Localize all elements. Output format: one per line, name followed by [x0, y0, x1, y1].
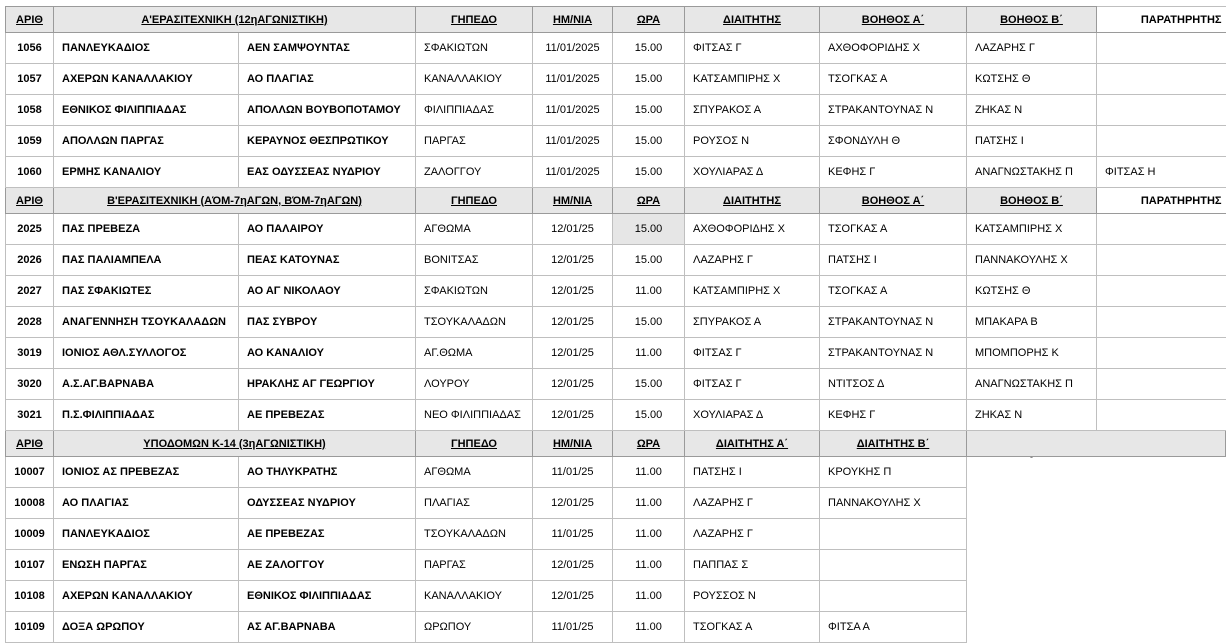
- referee-a: ΠΑΤΣΗΣ Ι: [685, 457, 820, 488]
- table-row: [6, 126, 1226, 157]
- match-date: 12/01/25: [533, 369, 613, 400]
- away-team: ΟΔΥΣΣΕΑΣ ΝΥΔΡΙΟΥ: [239, 488, 416, 519]
- match-date: 12/01/25: [533, 400, 613, 431]
- observer: [1097, 33, 1226, 64]
- home-team: ΠΑΣ ΠΑΛΙΑΜΠΕΛΑ: [54, 245, 239, 276]
- observer: ΦΙΤΣΑΣ Η: [1097, 157, 1226, 188]
- observer: [1097, 276, 1226, 307]
- match-date: 11/01/25: [533, 519, 613, 550]
- away-team: ΕΘΝΙΚΟΣ ΦΙΛΙΠΠΙΑΔΑΣ: [239, 581, 416, 612]
- header-cell: ΒΟΗΘΟΣ Β΄: [967, 7, 1097, 33]
- referee-b: ΠΑΝΝΑΚΟΥΛΗΣ Χ: [820, 488, 967, 519]
- table-row: [6, 245, 1226, 276]
- table-row: [6, 457, 1226, 488]
- assistant-1: ΤΣΟΓΚΑΣ Α: [820, 64, 967, 95]
- header-cell: ΓΗΠΕΔΟ: [416, 7, 533, 33]
- stray-mark: -: [1030, 452, 1033, 462]
- referee-a: ΛΑΖΑΡΗΣ Γ: [685, 488, 820, 519]
- venue: ΦΙΛΙΠΠΙΑΔΑΣ: [416, 95, 533, 126]
- assistant-2: ΑΝΑΓΝΩΣΤΑΚΗΣ Π: [967, 157, 1097, 188]
- assistant-1: ΣΤΡΑΚΑΝΤΟΥΝΑΣ Ν: [820, 95, 967, 126]
- header-cell: ΒΟΗΘΟΣ Β΄: [967, 188, 1097, 214]
- match-number: 3019: [6, 338, 54, 369]
- assistant-2: ΜΠΟΜΠΟΡΗΣ Κ: [967, 338, 1097, 369]
- header-cell: ΔΙΑΙΤΗΤΗΣ Α΄: [685, 431, 820, 457]
- match-number: 10109: [6, 612, 54, 643]
- referee-b: ΚΡΟΥΚΗΣ Π: [820, 457, 967, 488]
- header-cell: ΑΡΙΘ: [6, 188, 54, 214]
- away-team: ΗΡΑΚΛΗΣ ΑΓ ΓΕΩΡΓΙΟΥ: [239, 369, 416, 400]
- empty-cell: [967, 581, 1226, 612]
- match-date: 12/01/25: [533, 214, 613, 245]
- home-team: ΙΟΝΙΟΣ ΑΣ ΠΡΕΒΕΖΑΣ: [54, 457, 239, 488]
- assistant-1: ΣΤΡΑΚΑΝΤΟΥΝΑΣ Ν: [820, 338, 967, 369]
- match-time: 11.00: [613, 519, 685, 550]
- away-team: ΑΟ ΤΗΛΥΚΡΑΤΗΣ: [239, 457, 416, 488]
- assistant-1: ΣΤΡΑΚΑΝΤΟΥΝΑΣ Ν: [820, 307, 967, 338]
- assistant-2: ΚΑΤΣΑΜΠΙΡΗΣ Χ: [967, 214, 1097, 245]
- match-date: 11/01/25: [533, 612, 613, 643]
- match-number: 2028: [6, 307, 54, 338]
- match-date: 11/01/25: [533, 457, 613, 488]
- referee: ΚΑΤΣΑΜΠΙΡΗΣ Χ: [685, 64, 820, 95]
- match-time: 15.00: [613, 214, 685, 245]
- referee-a: ΠΑΠΠΑΣ Σ: [685, 550, 820, 581]
- away-team: ΑΕ ΠΡΕΒΕΖΑΣ: [239, 400, 416, 431]
- venue: ΠΑΡΓΑΣ: [416, 550, 533, 581]
- home-team: ΕΡΜΗΣ ΚΑΝΑΛΙΟΥ: [54, 157, 239, 188]
- header-cell: ΔΙΑΙΤΗΤΗΣ Β΄: [820, 431, 967, 457]
- match-date: 12/01/25: [533, 338, 613, 369]
- match-time: 11.00: [613, 276, 685, 307]
- assistant-1: ΠΑΤΣΗΣ Ι: [820, 245, 967, 276]
- observer: [1097, 307, 1226, 338]
- observer: [1097, 214, 1226, 245]
- home-team: Α.Σ.ΑΓ.ΒΑΡΝΑΒΑ: [54, 369, 239, 400]
- header-cell: ΗΜ/ΝΙΑ: [533, 431, 613, 457]
- venue: ΚΑΝΑΛΛΑΚΙΟΥ: [416, 64, 533, 95]
- match-time: 11.00: [613, 612, 685, 643]
- table-row: [6, 400, 1226, 431]
- match-number: 2025: [6, 214, 54, 245]
- home-team: Π.Σ.ΦΙΛΙΠΠΙΑΔΑΣ: [54, 400, 239, 431]
- observer: [1097, 400, 1226, 431]
- away-team: ΑΟ ΑΓ ΝΙΚΟΛΑΟΥ: [239, 276, 416, 307]
- match-date: 12/01/25: [533, 488, 613, 519]
- assistant-1: ΑΧΘΟΦΟΡΙΔΗΣ Χ: [820, 33, 967, 64]
- empty-cell: [967, 431, 1226, 457]
- header-cell: ΠΑΡΑΤΗΡΗΤΗΣ: [1097, 188, 1226, 214]
- home-team: ΠΑΝΛΕΥΚΑΔΙΟΣ: [54, 33, 239, 64]
- home-team: ΠΑΝΛΕΥΚΑΔΙΟΣ: [54, 519, 239, 550]
- empty-cell: [967, 488, 1226, 519]
- venue: ΠΛΑΓΙΑΣ: [416, 488, 533, 519]
- referee: ΦΙΤΣΑΣ Γ: [685, 33, 820, 64]
- section-header-row: [6, 431, 1226, 457]
- header-cell: ΗΜ/ΝΙΑ: [533, 188, 613, 214]
- table-row: [6, 581, 1226, 612]
- away-team: ΑΕΝ ΣΑΜΨΟΥΝΤΑΣ: [239, 33, 416, 64]
- referee-a: ΤΣΟΓΚΑΣ Α: [685, 612, 820, 643]
- table-row: [6, 612, 1226, 643]
- home-team: ΑΧΕΡΩΝ ΚΑΝΑΛΛΑΚΙΟΥ: [54, 64, 239, 95]
- assistant-2: ΛΑΖΑΡΗΣ Γ: [967, 33, 1097, 64]
- venue: ΠΑΡΓΑΣ: [416, 126, 533, 157]
- table-row: [6, 95, 1226, 126]
- match-number: 10108: [6, 581, 54, 612]
- home-team: ΕΘΝΙΚΟΣ ΦΙΛΙΠΠΙΑΔΑΣ: [54, 95, 239, 126]
- assistant-2: ΖΗΚΑΣ Ν: [967, 95, 1097, 126]
- table-row: [6, 276, 1226, 307]
- match-date: 11/01/2025: [533, 64, 613, 95]
- away-team: ΑΣ ΑΓ.ΒΑΡΝΑΒΑ: [239, 612, 416, 643]
- venue: ΒΟΝΙΤΣΑΣ: [416, 245, 533, 276]
- match-time: 15.00: [613, 369, 685, 400]
- assistant-1: ΤΣΟΓΚΑΣ Α: [820, 214, 967, 245]
- header-cell: ΩΡΑ: [613, 431, 685, 457]
- home-team: ΔΟΞΑ ΩΡΩΠΟΥ: [54, 612, 239, 643]
- away-team: ΑΟ ΠΛΑΓΙΑΣ: [239, 64, 416, 95]
- referee: ΦΙΤΣΑΣ Γ: [685, 369, 820, 400]
- away-team: ΑΕ ΖΑΛΟΓΓΟΥ: [239, 550, 416, 581]
- match-date: 11/01/2025: [533, 95, 613, 126]
- home-team: ΕΝΩΣΗ ΠΑΡΓΑΣ: [54, 550, 239, 581]
- section-title: Α'ΕΡΑΣΙΤΕΧΝΙΚΗ (12ηΑΓΩΝΙΣΤΙΚΗ): [54, 7, 416, 33]
- match-number: 3021: [6, 400, 54, 431]
- referee-b: [820, 519, 967, 550]
- home-team: ΠΑΣ ΣΦΑΚΙΩΤΕΣ: [54, 276, 239, 307]
- match-time: 15.00: [613, 95, 685, 126]
- header-cell: ΩΡΑ: [613, 7, 685, 33]
- header-cell: ΠΑΡΑΤΗΡΗΤΗΣ: [1097, 7, 1226, 33]
- match-date: 11/01/2025: [533, 157, 613, 188]
- match-number: 10008: [6, 488, 54, 519]
- observer: [1097, 369, 1226, 400]
- home-team: ΙΟΝΙΟΣ ΑΘΛ.ΣΥΛΛΟΓΟΣ: [54, 338, 239, 369]
- match-number: 10009: [6, 519, 54, 550]
- away-team: ΠΑΣ ΣΥΒΡΟΥ: [239, 307, 416, 338]
- match-date: 11/01/2025: [533, 33, 613, 64]
- venue: ΣΦΑΚΙΩΤΩΝ: [416, 33, 533, 64]
- table-row: [6, 338, 1226, 369]
- referee-b: [820, 581, 967, 612]
- away-team: ΑΠΟΛΛΩΝ ΒΟΥΒΟΠΟΤΑΜΟΥ: [239, 95, 416, 126]
- home-team: ΑΠΟΛΛΩΝ ΠΑΡΓΑΣ: [54, 126, 239, 157]
- table-row: [6, 214, 1226, 245]
- match-number: 1059: [6, 126, 54, 157]
- match-number: 2027: [6, 276, 54, 307]
- match-date: 12/01/25: [533, 581, 613, 612]
- empty-cell: [967, 612, 1226, 643]
- away-team: ΑΕ ΠΡΕΒΕΖΑΣ: [239, 519, 416, 550]
- home-team: ΠΑΣ ΠΡΕΒΕΖΑ: [54, 214, 239, 245]
- venue: ΖΑΛΟΓΓΟΥ: [416, 157, 533, 188]
- match-time: 11.00: [613, 457, 685, 488]
- match-number: 2026: [6, 245, 54, 276]
- referee: ΧΟΥΛΙΑΡΑΣ Δ: [685, 400, 820, 431]
- referee: ΣΠΥΡΑΚΟΣ Α: [685, 307, 820, 338]
- venue: ΩΡΩΠΟΥ: [416, 612, 533, 643]
- assistant-1: ΚΕΦΗΣ Γ: [820, 157, 967, 188]
- assistant-1: ΚΕΦΗΣ Γ: [820, 400, 967, 431]
- home-team: ΑΟ ΠΛΑΓΙΑΣ: [54, 488, 239, 519]
- table-row: [6, 519, 1226, 550]
- match-time: 11.00: [613, 550, 685, 581]
- header-cell: ΔΙΑΙΤΗΤΗΣ: [685, 7, 820, 33]
- section-header-row: [6, 7, 1226, 33]
- venue: ΣΦΑΚΙΩΤΩΝ: [416, 276, 533, 307]
- table-row: [6, 33, 1226, 64]
- referee-b: [820, 550, 967, 581]
- venue: ΚΑΝΑΛΛΑΚΙΟΥ: [416, 581, 533, 612]
- assistant-2: ΠΑΝΝΑΚΟΥΛΗΣ Χ: [967, 245, 1097, 276]
- table-row: [6, 488, 1226, 519]
- assistant-2: ΜΠΑΚΑΡΑ Β: [967, 307, 1097, 338]
- away-team: ΠΕΑΣ ΚΑΤΟΥΝΑΣ: [239, 245, 416, 276]
- match-date: 12/01/25: [533, 245, 613, 276]
- match-time: 11.00: [613, 488, 685, 519]
- header-cell: ΑΡΙΘ: [6, 7, 54, 33]
- match-time: 11.00: [613, 338, 685, 369]
- match-time: 11.00: [613, 581, 685, 612]
- observer: [1097, 245, 1226, 276]
- empty-cell: [967, 550, 1226, 581]
- header-cell: ΑΡΙΘ: [6, 431, 54, 457]
- home-team: ΑΝΑΓΕΝΝΗΣΗ ΤΣΟΥΚΑΛΑΔΩΝ: [54, 307, 239, 338]
- assistant-1: ΣΦΟΝΔΥΛΗ Θ: [820, 126, 967, 157]
- venue: ΝΕΟ ΦΙΛΙΠΠΙΑΔΑΣ: [416, 400, 533, 431]
- away-team: ΑΟ ΚΑΝΑΛΙΟΥ: [239, 338, 416, 369]
- referee: ΚΑΤΣΑΜΠΙΡΗΣ Χ: [685, 276, 820, 307]
- assistant-2: ΚΩΤΣΗΣ Θ: [967, 276, 1097, 307]
- assistant-2: ΚΩΤΣΗΣ Θ: [967, 64, 1097, 95]
- header-cell: ΒΟΗΘΟΣ Α΄: [820, 188, 967, 214]
- referee: ΑΧΘΟΦΟΡΙΔΗΣ Χ: [685, 214, 820, 245]
- match-time: 15.00: [613, 307, 685, 338]
- match-time: 15.00: [613, 126, 685, 157]
- match-time: 15.00: [613, 245, 685, 276]
- observer: [1097, 64, 1226, 95]
- match-date: 12/01/25: [533, 276, 613, 307]
- header-cell: ΓΗΠΕΔΟ: [416, 188, 533, 214]
- match-time: 15.00: [613, 400, 685, 431]
- match-number: 1058: [6, 95, 54, 126]
- observer: [1097, 338, 1226, 369]
- header-cell: ΒΟΗΘΟΣ Α΄: [820, 7, 967, 33]
- header-cell: ΔΙΑΙΤΗΤΗΣ: [685, 188, 820, 214]
- match-number: 10007: [6, 457, 54, 488]
- assistant-1: ΝΤΙΤΣΟΣ Δ: [820, 369, 967, 400]
- header-cell: ΩΡΑ: [613, 188, 685, 214]
- table-row: [6, 64, 1226, 95]
- table-row: [6, 307, 1226, 338]
- match-number: 1056: [6, 33, 54, 64]
- observer: [1097, 126, 1226, 157]
- referee: ΛΑΖΑΡΗΣ Γ: [685, 245, 820, 276]
- assistant-2: ΖΗΚΑΣ Ν: [967, 400, 1097, 431]
- table-row: [6, 369, 1226, 400]
- section-header-row: [6, 188, 1226, 214]
- venue: ΤΣΟΥΚΑΛΑΔΩΝ: [416, 307, 533, 338]
- empty-cell: [967, 519, 1226, 550]
- empty-cell: [967, 457, 1226, 488]
- match-number: 10107: [6, 550, 54, 581]
- referee: ΧΟΥΛΙΑΡΑΣ Δ: [685, 157, 820, 188]
- referee-a: ΡΟΥΣΣΟΣ Ν: [685, 581, 820, 612]
- match-date: 11/01/2025: [533, 126, 613, 157]
- referee: ΦΙΤΣΑΣ Γ: [685, 338, 820, 369]
- referee: ΡΟΥΣΟΣ Ν: [685, 126, 820, 157]
- away-team: ΕΑΣ ΟΔΥΣΣΕΑΣ ΝΥΔΡΙΟΥ: [239, 157, 416, 188]
- assistant-2: ΠΑΤΣΗΣ Ι: [967, 126, 1097, 157]
- away-team: ΚΕΡΑΥΝΟΣ ΘΕΣΠΡΩΤΙΚΟΥ: [239, 126, 416, 157]
- match-date: 12/01/25: [533, 307, 613, 338]
- home-team: ΑΧΕΡΩΝ ΚΑΝΑΛΛΑΚΙΟΥ: [54, 581, 239, 612]
- referee-b: ΦΙΤΣΑ Α: [820, 612, 967, 643]
- table-row: [6, 550, 1226, 581]
- table-row: [6, 157, 1226, 188]
- match-time: 15.00: [613, 157, 685, 188]
- referee: ΣΠΥΡΑΚΟΣ Α: [685, 95, 820, 126]
- header-cell: ΓΗΠΕΔΟ: [416, 431, 533, 457]
- match-number: 1060: [6, 157, 54, 188]
- section-title: ΥΠΟΔΟΜΩΝ Κ-14 (3ηΑΓΩΝΙΣΤΙΚΗ): [54, 431, 416, 457]
- section-title: Β'ΕΡΑΣΙΤΕΧΝΙΚΗ (ΑΌΜ-7ηΑΓΩΝ, ΒΌΜ-7ηΑΓΩΝ): [54, 188, 416, 214]
- venue: ΑΓ.ΘΩΜΑ: [416, 338, 533, 369]
- assistant-2: ΑΝΑΓΝΩΣΤΑΚΗΣ Π: [967, 369, 1097, 400]
- away-team: ΑΟ ΠΑΛΑΙΡΟΥ: [239, 214, 416, 245]
- header-cell: ΗΜ/ΝΙΑ: [533, 7, 613, 33]
- referee-a: ΛΑΖΑΡΗΣ Γ: [685, 519, 820, 550]
- match-number: 1057: [6, 64, 54, 95]
- fixtures-table: [5, 6, 1226, 643]
- match-time: 15.00: [613, 33, 685, 64]
- venue: ΑΓΘΩΜΑ: [416, 457, 533, 488]
- venue: ΑΓΘΩΜΑ: [416, 214, 533, 245]
- assistant-1: ΤΣΟΓΚΑΣ Α: [820, 276, 967, 307]
- match-time: 15.00: [613, 64, 685, 95]
- venue: ΛΟΥΡΟΥ: [416, 369, 533, 400]
- match-date: 12/01/25: [533, 550, 613, 581]
- match-number: 3020: [6, 369, 54, 400]
- venue: ΤΣΟΥΚΑΛΑΔΩΝ: [416, 519, 533, 550]
- observer: [1097, 95, 1226, 126]
